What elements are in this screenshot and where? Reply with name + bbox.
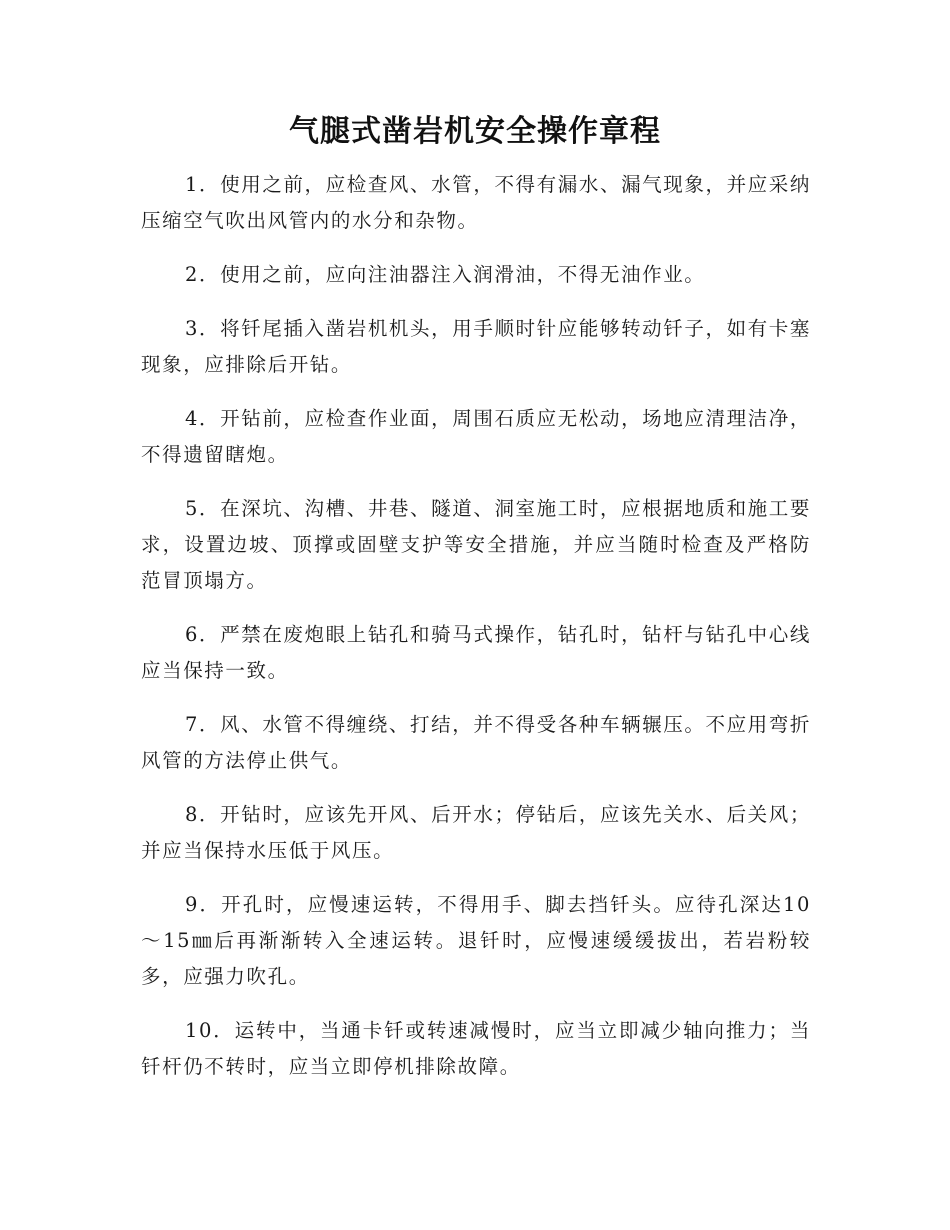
rule-paragraph-10: 10．运转中，当通卡钎或转速减慢时，应当立即减少轴向推力；当钎杆仍不转时，应当立即停机排除故障。 [141,1019,811,1078]
rule-paragraph-7: 7．风、水管不得缠绕、打结，并不得受各种车辆辗压。不应用弯折风管的方法停止供气。 [141,713,811,772]
rule-paragraph-5: 5．在深坑、沟槽、井巷、隧道、洞室施工时，应根据地质和施工要求，设置边坡、顶撑或固壁支护等安全措施，并应当随时检查及严格防范冒顶塌方。 [141,497,811,592]
rule-paragraph-8: 8．开钻时，应该先开风、后开水；停钻后，应该先关水、后关风；并应当保持水压低于风压。 [141,803,811,862]
rule-paragraph-2: 2．使用之前，应向注油器注入润滑油，不得无油作业。 [185,263,706,286]
rule-paragraph-4: 4．开钻前，应检查作业面，周围石质应无松动，场地应清理洁净，不得遗留瞎炮。 [141,407,811,466]
rule-paragraph-9: 9．开孔时，应慢速运转，不得用手、脚去挡钎头。应待孔深达10～15㎜后再渐渐转入全速运转。退钎时，应慢速缓缓拔出，若岩粉较多，应强力吹孔。 [141,893,811,988]
rule-paragraph-6: 6．严禁在废炮眼上钻孔和骑马式操作，钻孔时，钻杆与钻孔中心线应当保持一致。 [141,623,811,682]
document-body [141,167,811,1103]
document-title: 气腿式凿岩机安全操作章程 [289,114,661,149]
rule-paragraph-1: 1．使用之前，应检查风、水管，不得有漏水、漏气现象，并应采纳压缩空气吹出风管内的水分和杂物。 [141,173,811,232]
rule-paragraph-3: 3．将钎尾插入凿岩机机头，用手顺时针应能够转动钎子，如有卡塞现象，应排除后开钻。 [141,317,811,376]
